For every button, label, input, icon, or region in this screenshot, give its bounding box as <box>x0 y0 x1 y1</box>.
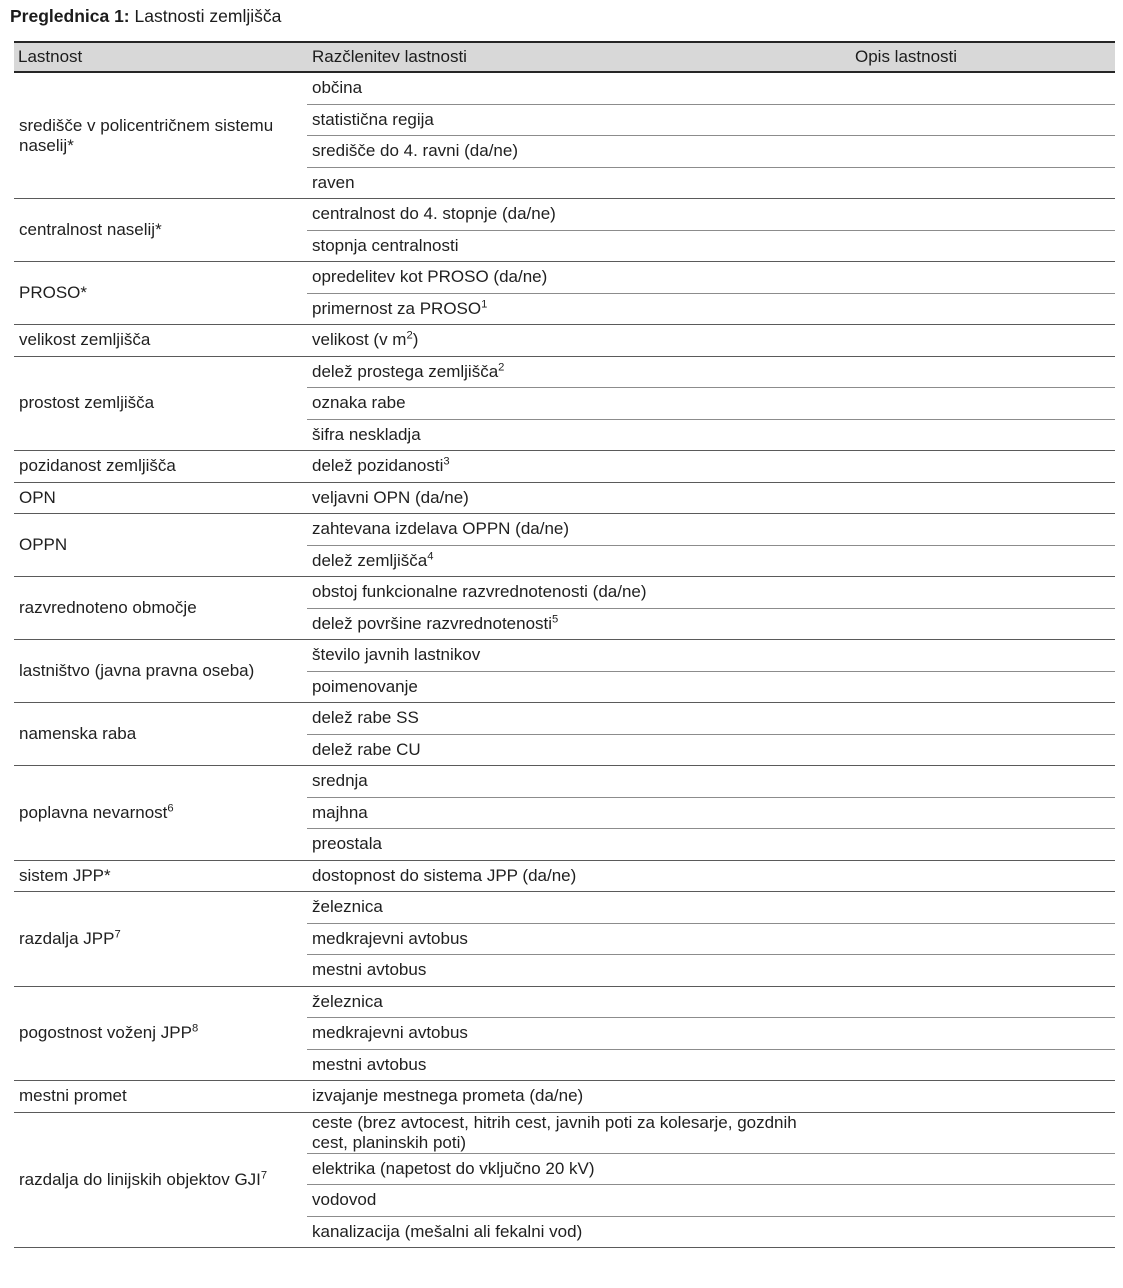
razclenitev-cell: delež pozidanosti$^3$ <box>307 451 850 483</box>
razclenitev-cell: delež zemljišča$^4$ <box>307 545 850 577</box>
razclenitev-cell: mestni avtobus <box>307 955 850 987</box>
opis-cell <box>850 923 1115 955</box>
table-row <box>14 482 1115 514</box>
opis-cell <box>850 829 1115 861</box>
razclenitev-cell: občina <box>307 72 850 104</box>
razclenitev-cell: srednja <box>307 766 850 798</box>
opis-cell <box>850 797 1115 829</box>
opis-cell <box>850 671 1115 703</box>
table-row <box>14 766 1115 798</box>
opis-cell <box>850 482 1115 514</box>
lastnost-cell: razvrednoteno območje <box>14 577 307 640</box>
razclenitev-cell: kanalizacija (mešalni ali fekalni vod) <box>307 1216 850 1248</box>
razclenitev-cell: majhna <box>307 797 850 829</box>
lastnost-cell: mestni promet <box>14 1081 307 1113</box>
opis-cell <box>850 419 1115 451</box>
properties-table <box>14 41 1115 1248</box>
razclenitev-cell: železnica <box>307 892 850 924</box>
table-row <box>14 577 1115 609</box>
lastnost-cell: sistem JPP* <box>14 860 307 892</box>
table-header <box>14 42 1115 72</box>
razclenitev-cell: vodovod <box>307 1185 850 1217</box>
opis-cell <box>850 136 1115 168</box>
opis-cell <box>850 608 1115 640</box>
table-row <box>14 514 1115 546</box>
lastnost-cell: prostost zemljišča <box>14 356 307 451</box>
table-caption-label: Preglednica 1: <box>10 6 130 26</box>
razclenitev-cell: delež rabe SS <box>307 703 850 735</box>
razclenitev-cell: delež prostega zemljišča$^2$ <box>307 356 850 388</box>
razclenitev-cell: elektrika (napetost do vključno 20 kV) <box>307 1153 850 1185</box>
razclenitev-cell: veljavni OPN (da/ne) <box>307 482 850 514</box>
table-row <box>14 986 1115 1018</box>
table-row <box>14 703 1115 735</box>
table-row <box>14 325 1115 357</box>
opis-cell <box>850 1153 1115 1185</box>
lastnost-cell: poplavna nevarnost$^6$ <box>14 766 307 861</box>
table-caption-text: Lastnosti zemljišča <box>134 6 282 26</box>
razclenitev-cell: centralnost do 4. stopnje (da/ne) <box>307 199 850 231</box>
razclenitev-cell: oznaka rabe <box>307 388 850 420</box>
lastnost-cell: pozidanost zemljišča <box>14 451 307 483</box>
table-row <box>14 892 1115 924</box>
opis-cell <box>850 199 1115 231</box>
table-row <box>14 860 1115 892</box>
table-caption <box>10 6 281 28</box>
opis-cell <box>850 1018 1115 1050</box>
razclenitev-cell: stopnja centralnosti <box>307 230 850 262</box>
opis-cell <box>850 577 1115 609</box>
opis-cell <box>850 1112 1115 1153</box>
razclenitev-cell: poimenovanje <box>307 671 850 703</box>
lastnost-cell: PROSO* <box>14 262 307 325</box>
opis-cell <box>850 451 1115 483</box>
opis-cell <box>850 514 1115 546</box>
table-row <box>14 1081 1115 1113</box>
lastnost-cell: namenska raba <box>14 703 307 766</box>
table-row <box>14 356 1115 388</box>
table-row <box>14 1112 1115 1153</box>
razclenitev-cell: opredelitev kot PROSO (da/ne) <box>307 262 850 294</box>
razclenitev-cell: izvajanje mestnega prometa (da/ne) <box>307 1081 850 1113</box>
razclenitev-cell: obstoj funkcionalne razvrednotenosti (da/ne) <box>307 577 850 609</box>
opis-cell <box>850 356 1115 388</box>
opis-cell <box>850 986 1115 1018</box>
razclenitev-cell: dostopnost do sistema JPP (da/ne) <box>307 860 850 892</box>
opis-cell <box>850 545 1115 577</box>
opis-cell <box>850 860 1115 892</box>
lastnost-cell: centralnost naselij* <box>14 199 307 262</box>
razclenitev-cell: središče do 4. ravni (da/ne) <box>307 136 850 168</box>
opis-cell <box>850 293 1115 325</box>
opis-cell <box>850 104 1115 136</box>
lastnost-cell: pogostnost voženj JPP$^8$ <box>14 986 307 1081</box>
razclenitev-cell: število javnih lastnikov <box>307 640 850 672</box>
opis-cell <box>850 1049 1115 1081</box>
razclenitev-cell: železnica <box>307 986 850 1018</box>
table-row <box>14 199 1115 231</box>
razclenitev-cell: velikost (v $m^2$) <box>307 325 850 357</box>
table-row <box>14 262 1115 294</box>
lastnost-cell: OPN <box>14 482 307 514</box>
opis-cell <box>850 640 1115 672</box>
table-row <box>14 640 1115 672</box>
opis-cell <box>850 1185 1115 1217</box>
opis-cell <box>850 703 1115 735</box>
razclenitev-cell: medkrajevni avtobus <box>307 1018 850 1050</box>
table-body <box>14 72 1115 1248</box>
lastnost-cell: velikost zemljišča <box>14 325 307 357</box>
razclenitev-cell: mestni avtobus <box>307 1049 850 1081</box>
razclenitev-cell: statistična regija <box>307 104 850 136</box>
table-row <box>14 72 1115 104</box>
column-header-lastnost: Lastnost <box>14 42 307 72</box>
column-header-razclenitev: Razčlenitev lastnosti <box>307 42 850 72</box>
lastnost-cell: razdalja JPP$^7$ <box>14 892 307 987</box>
razclenitev-cell: zahtevana izdelava OPPN (da/ne) <box>307 514 850 546</box>
razclenitev-cell: ceste (brez avtocest, hitrih cest, javnih poti za kolesarje, gozdnih cest, planinskih poti) <box>307 1112 850 1153</box>
razclenitev-cell: delež površine razvrednotenosti$^5$ <box>307 608 850 640</box>
opis-cell <box>850 766 1115 798</box>
table-row <box>14 451 1115 483</box>
opis-cell <box>850 388 1115 420</box>
opis-cell <box>850 72 1115 104</box>
opis-cell <box>850 892 1115 924</box>
opis-cell <box>850 1081 1115 1113</box>
razclenitev-cell: šifra neskladja <box>307 419 850 451</box>
opis-cell <box>850 262 1115 294</box>
lastnost-cell: lastništvo (javna pravna oseba) <box>14 640 307 703</box>
header-row <box>14 42 1115 72</box>
razclenitev-cell: delež rabe CU <box>307 734 850 766</box>
lastnost-cell: OPPN <box>14 514 307 577</box>
razclenitev-cell: preostala <box>307 829 850 861</box>
opis-cell <box>850 230 1115 262</box>
column-header-opis: Opis lastnosti <box>850 42 1115 72</box>
lastnost-cell: razdalja do linijskih objektov GJI$^7$ <box>14 1112 307 1248</box>
lastnost-cell: središče v policentričnem sistemu naselij* <box>14 72 307 199</box>
opis-cell <box>850 325 1115 357</box>
razclenitev-cell: medkrajevni avtobus <box>307 923 850 955</box>
opis-cell <box>850 1216 1115 1248</box>
opis-cell <box>850 955 1115 987</box>
razclenitev-cell: primernost za PROSO$^1$ <box>307 293 850 325</box>
opis-cell <box>850 167 1115 199</box>
opis-cell <box>850 734 1115 766</box>
razclenitev-cell: raven <box>307 167 850 199</box>
